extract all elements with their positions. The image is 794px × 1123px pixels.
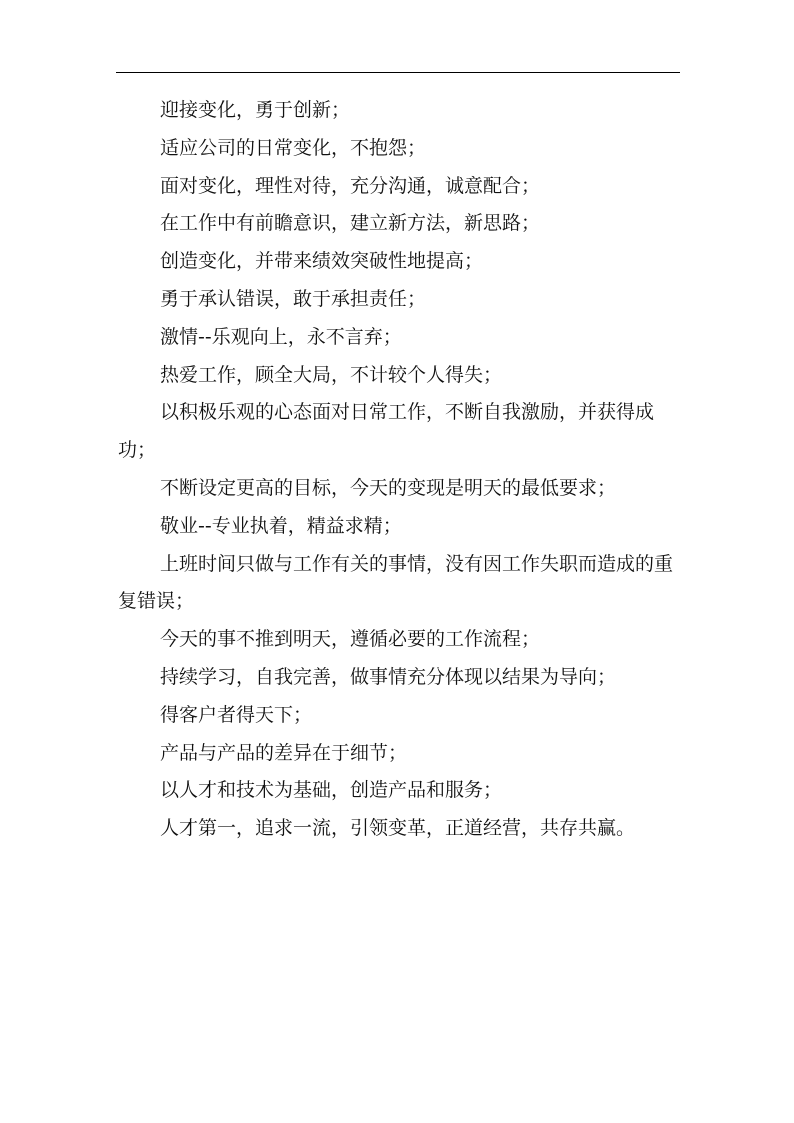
- paragraph: 在工作中有前瞻意识，建立新方法，新思路；: [160, 212, 541, 235]
- paragraph: 迎接变化，勇于创新；: [160, 99, 351, 121]
- paragraph: 热爱工作，顾全大局，不计较个人得失；: [160, 363, 503, 386]
- paragraph: 以积极乐观的心态面对日常工作，不断自我激励，并获得成功；: [118, 401, 655, 462]
- paragraph: 敬业--专业执着，精益求精；: [160, 514, 402, 537]
- paragraph: 产品与产品的差异在于细节；: [160, 741, 408, 764]
- paragraph: 以人才和技术为基础，创造产品和服务；: [160, 779, 503, 802]
- paragraph: 不断设定更高的目标，今天的变现是明天的最低要求；: [160, 476, 617, 499]
- paragraph: 创造变化，并带来绩效突破性地提高；: [160, 250, 484, 273]
- header-divider: [116, 72, 680, 73]
- document-body: [118, 92, 688, 848]
- paragraph: 适应公司的日常变化，不抱怨；: [160, 136, 427, 159]
- paragraph: 人才第一，追求一流，引领变革，正道经营，共存共赢。: [160, 817, 636, 840]
- paragraph: 激情--乐观向上，永不言弃；: [160, 325, 402, 348]
- paragraph: 持续学习，自我完善，做事情充分体现以结果为导向；: [160, 665, 617, 688]
- paragraph: 面对变化，理性对待，充分沟通，诚意配合；: [160, 174, 541, 197]
- paragraph: 得客户者得天下；: [160, 703, 313, 726]
- paragraph: 上班时间只做与工作有关的事情，没有因工作失职而造成的重复错误；: [118, 552, 674, 613]
- paragraph: 今天的事不推到明天，遵循必要的工作流程；: [160, 628, 541, 651]
- paragraph: 勇于承认错误，敢于承担责任；: [160, 287, 427, 310]
